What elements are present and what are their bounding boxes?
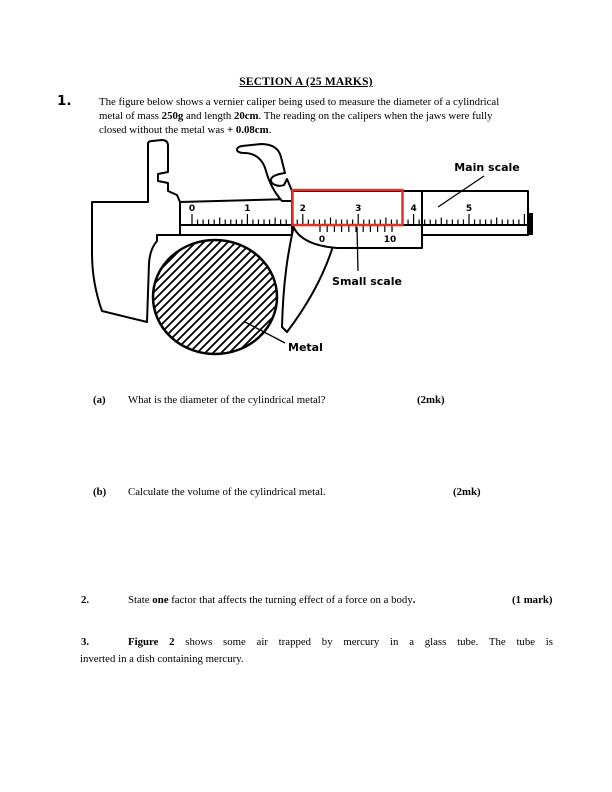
q2-number: 2. — [81, 594, 90, 606]
main-scale-number-0: 0 — [188, 204, 196, 214]
caliper-upper-hook — [237, 144, 292, 201]
q1-text — [99, 95, 559, 137]
q1-part-a-text: What is the diameter of the cylindrical metal? — [128, 394, 326, 406]
main-scale-number-1: 1 — [244, 204, 251, 214]
caliper-right-ruler — [422, 191, 528, 235]
metal-label: Metal — [288, 341, 323, 354]
q1-part-b-label: (b) — [93, 486, 107, 498]
q3-text-line1: Figure 2 shows some air trapped by mercury in a glass tube. The tube is — [128, 636, 553, 648]
q1-part-a — [0, 394, 612, 408]
q3-text-line2: inverted in a dish containing mercury. — [80, 653, 244, 665]
q1-text-line1: The figure below shows a vernier caliper being used to measure the diameter of a cylindrical — [99, 96, 500, 108]
q1-text-line2: metal of mass 250g and length 20cm. The reading on the calipers when the jaws were fully — [99, 110, 493, 122]
q2-text: State one factor that affects the turning effect of a force on a body. — [128, 594, 416, 606]
caliper-svg — [85, 135, 535, 360]
q3-number: 3. — [81, 636, 90, 648]
q1-part-b-text: Calculate the volume of the cylindrical metal. — [128, 486, 326, 498]
q2-marks: (1 mark) — [512, 594, 553, 606]
main-scale-number-5: 5 — [465, 204, 473, 214]
vernier-caliper-figure — [85, 135, 535, 360]
q1-text-line3: closed without the metal was + 0.08cm. — [99, 124, 272, 136]
main-scale-number-4: 4 — [410, 204, 417, 214]
q2-row — [0, 594, 612, 608]
q1-number: 1. — [57, 93, 72, 109]
main-scale-number-2: 2 — [299, 204, 306, 214]
vernier-number-0: 0 — [318, 235, 326, 245]
q1-part-a-marks: (2mk) — [417, 394, 445, 406]
ruler-end-cap — [528, 213, 533, 235]
q1-part-a-label: (a) — [93, 394, 106, 406]
small-scale-label: Small scale — [332, 275, 402, 288]
q1-part-b — [0, 486, 612, 500]
q1-part-b-marks: (2mk) — [453, 486, 481, 498]
metal-cylinder — [153, 240, 277, 354]
section-title: SECTION A (25 MARKS) — [239, 76, 373, 88]
vernier-number-10: 10 — [383, 235, 397, 245]
main-scale-number-3: 3 — [355, 204, 362, 214]
main-scale-label: Main scale — [454, 161, 520, 174]
caliper-fixed-bar — [180, 199, 292, 235]
